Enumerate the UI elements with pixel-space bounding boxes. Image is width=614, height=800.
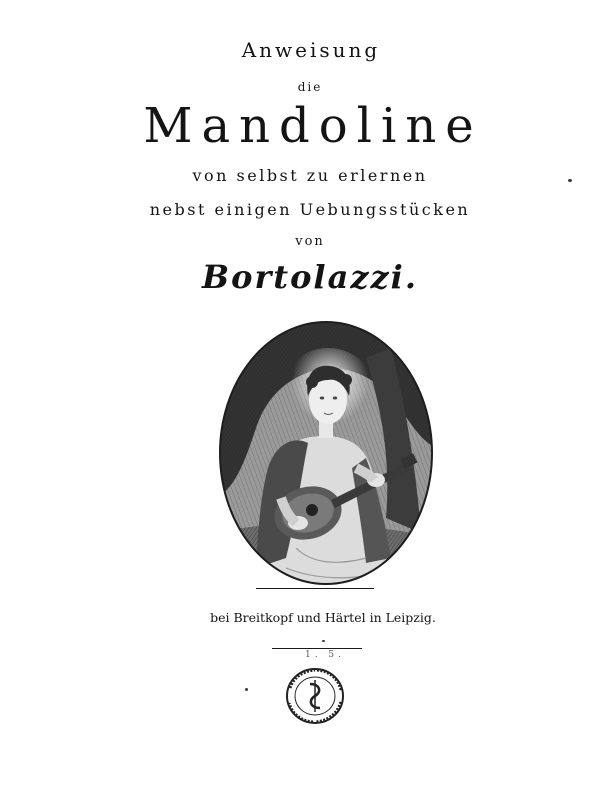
subtitle-line-2: nebst einigen Uebungsstücken — [149, 200, 471, 219]
publisher-imprint: bei Breitkopf und Härtel in Leipzig. — [210, 610, 436, 625]
plate-number: 1. 5. — [304, 650, 346, 660]
author-name: Bortolazzi. — [202, 258, 418, 296]
paper-speck — [245, 688, 248, 691]
subtitle-line-1: von selbst zu erlernen — [192, 166, 428, 185]
imprint-rule — [272, 648, 362, 649]
title-line-von: von — [295, 234, 325, 249]
paper-speck — [322, 640, 325, 642]
library-stamp-seal — [284, 666, 346, 726]
title-line-die: die — [297, 80, 323, 94]
paper-speck — [568, 179, 572, 182]
title-line-anweisung: Anweisung — [241, 38, 381, 62]
mandolin-player-engraving — [216, 318, 436, 588]
main-title-mandoline: Mandoline — [143, 98, 483, 154]
ornament-rule — [256, 588, 374, 589]
